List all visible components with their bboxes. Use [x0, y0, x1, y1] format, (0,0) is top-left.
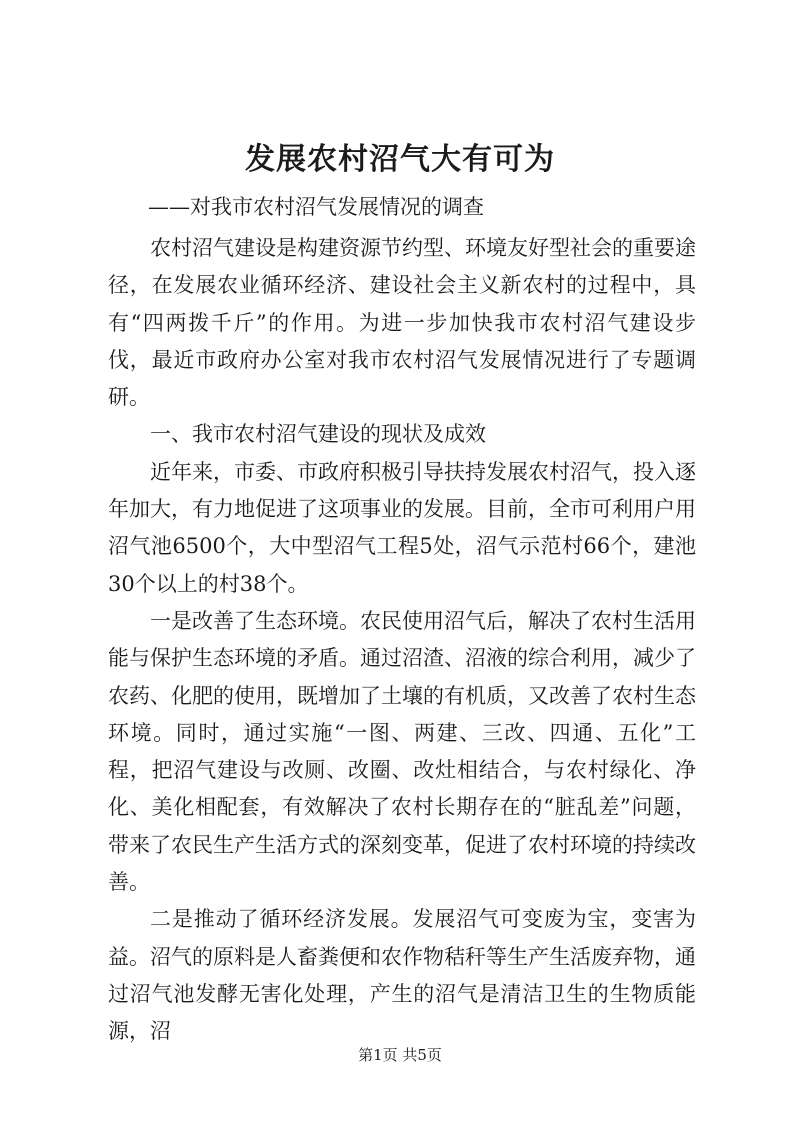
paragraph-environment: 一是改善了生态环境。农民使用沼气后，解决了农村生活用能与保护生态环境的矛盾。通过沼渣、沼液的综合利用，减少了农药、化肥的使用，既增加了土壤的有机质，又改善了农村生态环境。同时，通过实施“一图、两建、三改、四通、五化”工程，把沼气建设与改厕、改圈、改灶相结合，与农村绿化、净化、美化相配套，有效解决了农村长期存在的“脏乱差”问题，带来了农民生产生活方式的深刻变革，促进了农村环境的持续改善。 — [108, 608, 696, 895]
page-number-footer: 第1页 共5页 — [358, 1046, 442, 1064]
section-heading-1: 一、我市农村沼气建设的现状及成效 — [150, 422, 486, 447]
document-title: 发展农村沼气大有可为 — [245, 142, 555, 177]
paragraph-intro: 农村沼气建设是构建资源节约型、环境友好型社会的重要途径，在发展农业循环经济、建设社会主义新农村的过程中，具有“四两拨千斤”的作用。为进一步加快我市农村沼气建设步伐，最近市政府办公室对我市农村沼气发展情况进行了专题调研。 — [108, 236, 696, 410]
document-body — [108, 230, 696, 1051]
paragraph-circular-economy: 二是推动了循环经济发展。发展沼气可变废为宝，变害为益。沼气的原料是人畜粪便和农作物秸秆等生产生活废弃物，通过沼气池发酵无害化处理，产生的沼气是清洁卫生的生物质能源，沼 — [108, 907, 696, 1044]
document-subtitle: ——对我市农村沼气发展情况的调查 — [148, 195, 484, 219]
paragraph-status: 近年来，市委、市政府积极引导扶持发展农村沼气，投入逐年加大，有力地促进了这项事业的发展。目前，全市可利用户用沼气池6500个，大中型沼气工程5处，沼气示范村66个，建池30个以上的村38个。 — [108, 459, 696, 596]
